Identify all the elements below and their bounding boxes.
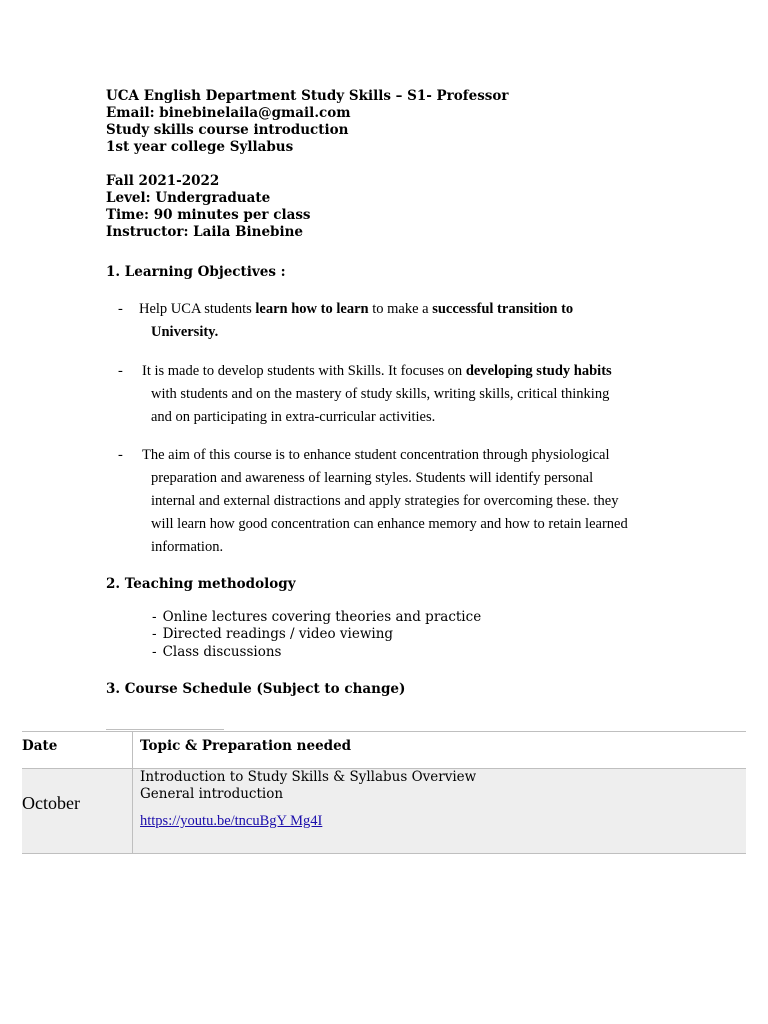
bold-run: University. xyxy=(151,324,219,340)
column-header-topic: Topic & Preparation needed xyxy=(140,738,352,754)
table-divider xyxy=(106,729,224,730)
bullet-line: preparation and awareness of learning styles. Students will identify personal xyxy=(151,470,594,486)
methodology-item xyxy=(152,643,281,661)
bullet-dash: - xyxy=(118,447,123,463)
topic-line: General introduction xyxy=(140,786,284,802)
email-line: Email: binebinelaila@gmail.com xyxy=(106,105,351,121)
bold-run: successful transition to xyxy=(432,301,574,317)
methodology-item xyxy=(152,608,481,626)
methodology-item-label: Class discussions xyxy=(162,644,282,660)
table-row xyxy=(22,769,746,854)
bold-run: developing study habits xyxy=(465,363,612,379)
text-run: It is made to develop students with Skills. It focuses on xyxy=(142,363,466,379)
bullet-dash: - xyxy=(152,626,157,642)
methodology-item-label: Directed readings / video viewing xyxy=(162,626,394,642)
date-value: October xyxy=(22,793,80,813)
video-link[interactable]: https://youtu.be/tncuBgY Mg4I xyxy=(140,813,323,829)
bold-run: learn how to learn xyxy=(255,301,369,317)
bullet-line xyxy=(118,298,678,321)
bullet-dash: - xyxy=(152,609,157,625)
column-header-date: Date xyxy=(22,738,58,754)
bullet-line: with students and on the mastery of study skills, writing skills, critical thinking xyxy=(151,386,610,402)
table-header-row xyxy=(22,732,746,769)
methodology-item-label: Online lectures covering theories and practice xyxy=(162,609,482,625)
bullet-dash: - xyxy=(152,644,157,660)
course-title: UCA English Department Study Skills – S1- Professor xyxy=(106,88,509,104)
objective-bullet-2 xyxy=(118,360,678,429)
bullet-line: and on participating in extra-curricular activities. xyxy=(151,409,436,425)
text-run: Help UCA students xyxy=(139,301,256,317)
bullet-line: internal and external distractions and apply strategies for overcoming these. they xyxy=(151,493,619,509)
objective-bullet-3 xyxy=(118,444,678,559)
topic-content xyxy=(133,769,746,830)
instructor-line: Instructor: Laila Binebine xyxy=(106,224,304,240)
header-cell-topic xyxy=(133,732,747,769)
date-cell xyxy=(22,769,133,854)
term-line: Fall 2021-2022 xyxy=(106,173,220,189)
topic-line: Introduction to Study Skills & Syllabus Overview xyxy=(140,769,477,785)
time-line: Time: 90 minutes per class xyxy=(106,207,311,223)
bullet-dash: - xyxy=(118,363,123,379)
bullet-line xyxy=(118,360,678,383)
syllabus-line: 1st year college Syllabus xyxy=(106,139,294,155)
methodology-item xyxy=(152,625,393,643)
text-run: to make a xyxy=(368,301,433,317)
methodology-heading: 2. Teaching methodology xyxy=(106,576,296,592)
bullet-line: The aim of this course is to enhance student concentration through physiological xyxy=(142,447,610,463)
bullet-line xyxy=(118,321,678,344)
schedule-table xyxy=(22,731,746,854)
schedule-heading: 3. Course Schedule (Subject to change) xyxy=(106,681,406,697)
level-line: Level: Undergraduate xyxy=(106,190,271,206)
bullet-line: will learn how good concentration can enhance memory and how to retain learned xyxy=(151,516,628,532)
topic-cell xyxy=(133,769,747,854)
course-intro-line: Study skills course introduction xyxy=(106,122,349,138)
objective-bullet-1 xyxy=(118,298,678,344)
bullet-dash: - xyxy=(118,301,123,317)
bullet-line: information. xyxy=(151,539,224,555)
objectives-heading: 1. Learning Objectives : xyxy=(106,264,286,280)
header-cell-date xyxy=(22,732,133,769)
